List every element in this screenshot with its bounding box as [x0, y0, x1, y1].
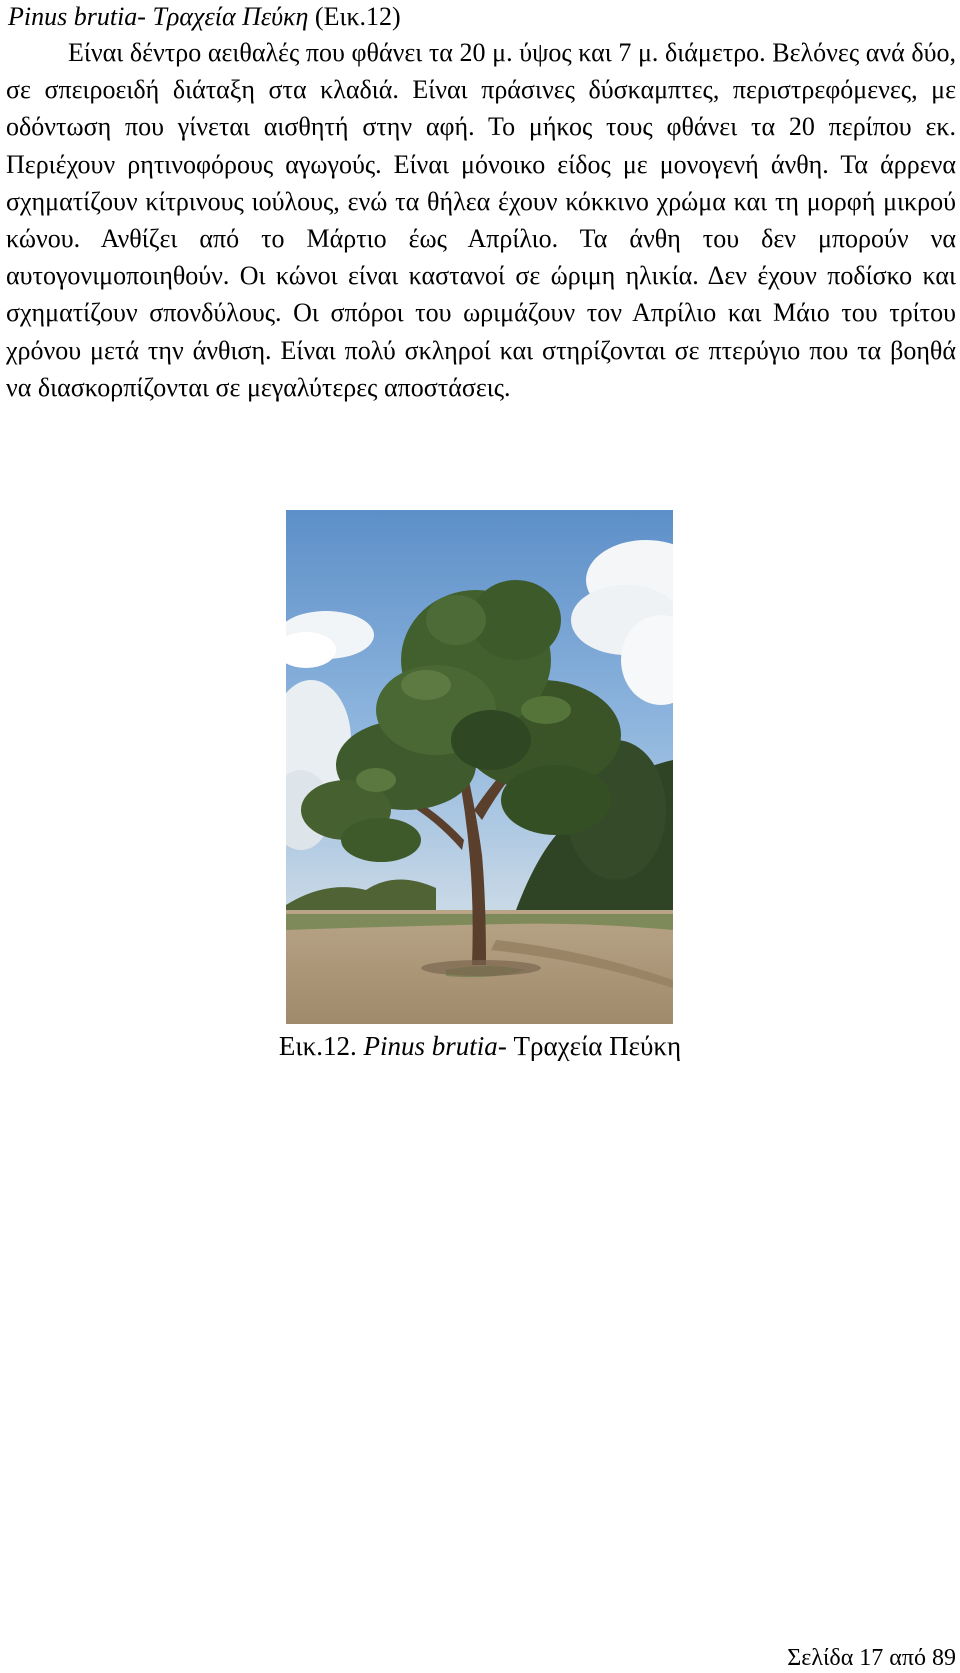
section-heading — [8, 0, 401, 34]
caption-prefix: Εικ.12. — [278, 1031, 364, 1061]
caption-species: Pinus brutia — [363, 1031, 498, 1061]
figure-reference: (Εικ.12) — [314, 2, 401, 31]
species-name: Pinus brutia- Τραχεία Πεύκη — [8, 2, 309, 31]
caption-suffix: - Τραχεία Πεύκη — [497, 1031, 682, 1061]
tree-photo — [286, 510, 673, 1024]
page-number: Σελίδα 17 από 89 — [787, 1645, 956, 1671]
description-paragraph: Είναι δέντρο αειθαλές που φθάνει τα 20 μ. ύψος και 7 μ. διάμετρο. Βελόνες ανά δύο, σε σπειροειδή διάταξη στα κλαδιά. Είναι πράσινες δύσκαμπτες, περιστρεφόμενες, με οδόντωση που γίνεται αισθητή στην αφή. Το μήκος τους φθάνει τα 20 περίπου εκ. Περιέχουν ρητινοφόρους αγωγούς. Είναι μόνοικο είδος με μονογενή άνθη. Τα άρρενα σχηματίζουν κίτρινους ιούλους, ενώ τα θήλεα έχουν κόκκινο χρώμα και τη μορφή μικρού κώνου. Ανθίζει από το Μάρτιο έως Απρίλιο. Τα άνθη του δεν μπορούν να αυτογονιμοποιηθούν. Οι κώνοι είναι καστανοί σε ώριμη ηλικία. Δεν έχουν ποδίσκο και σχηματίζουν σπονδύλους. Οι σπόροι του ωριμάζουν τον Απρίλιο και Μάιο του τρίτου χρόνου μετά την άνθιση. Είναι πολύ σκληροί και στηρίζονται σε πτερύγιο που τα βοηθά να διασκορπίζονται σε μεγαλύτερες αποστάσεις. — [6, 38, 956, 402]
figure-caption — [0, 1029, 960, 1063]
